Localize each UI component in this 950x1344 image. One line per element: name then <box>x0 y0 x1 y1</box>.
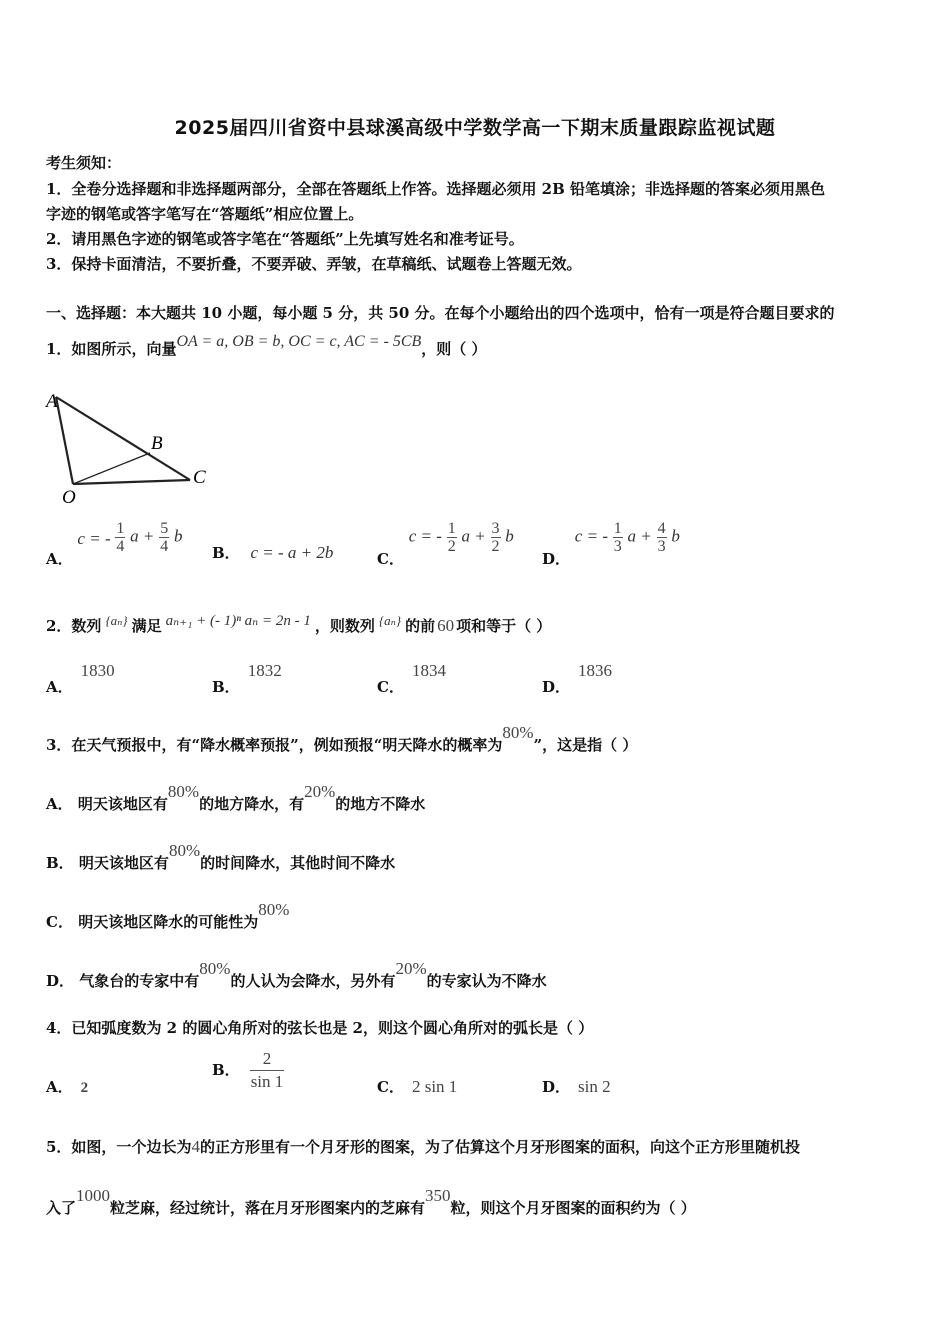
option-text: 气象台的专家中有 <box>79 972 200 990</box>
q1-vector-math: OA = a, OB = b, OC = c, AC = - 5CB <box>176 333 422 350</box>
option-expr: a + <box>130 526 155 546</box>
q2-option-b[interactable] <box>212 660 282 696</box>
option-expr: b <box>173 526 183 546</box>
option-text: 明天该地区有 <box>78 854 169 872</box>
q3-option-d[interactable] <box>46 959 547 991</box>
option-label: D． <box>542 678 571 696</box>
option-label: D． <box>542 1078 571 1096</box>
q2-text: 的前 <box>405 617 436 635</box>
question-5-line-2 <box>46 1186 696 1218</box>
fraction-numerator: 2 <box>250 1048 285 1071</box>
segment-oc <box>73 480 190 484</box>
question-1 <box>46 333 487 359</box>
question-3 <box>46 723 638 755</box>
option-label: A． <box>46 795 73 813</box>
q2-sequence: {aₙ} <box>105 613 128 628</box>
notice-line-1b: 字迹的钢笔或答字笔写在“答题纸”相应位置上。 <box>46 205 364 223</box>
notice-heading: 考生须知： <box>46 154 122 172</box>
fraction-denominator: sin 1 <box>250 1072 284 1091</box>
option-expr: b <box>505 526 514 546</box>
q4-option-b[interactable] <box>212 1048 284 1093</box>
option-value: 2 sin 1 <box>411 1077 458 1096</box>
option-percent: 80% <box>258 900 290 919</box>
q2-text: 项和等于（ ） <box>456 617 552 635</box>
option-value: 1836 <box>578 661 613 680</box>
page-title: 2025届四川省资中县球溪高级中学数学高一下期末质量跟踪监视试题 <box>174 117 776 139</box>
option-label: B． <box>212 544 240 562</box>
option-expr: c = - <box>77 528 111 548</box>
q3-option-a[interactable] <box>46 782 426 814</box>
label-c: C <box>193 467 206 488</box>
q2-relation: aₙ₊₁ + (- 1)ⁿ aₙ = 2n - 1 <box>165 613 311 629</box>
q4-option-d[interactable] <box>542 1076 611 1097</box>
fraction-numerator: 1 <box>613 520 622 537</box>
fraction-numerator: 5 <box>160 520 169 537</box>
option-value: 2 <box>80 1080 89 1096</box>
option-percent: 80% <box>167 782 200 801</box>
q3-percent: 80% <box>502 723 534 742</box>
q2-option-a[interactable] <box>46 660 115 696</box>
option-label: C． <box>377 678 404 696</box>
fraction-denominator: 3 <box>613 538 622 555</box>
q5-total-count: 1000 <box>76 1186 111 1205</box>
question-5-line-1 <box>46 1136 800 1157</box>
option-text: 的专家认为不降水 <box>426 972 547 990</box>
option-expr: c = - <box>408 526 442 546</box>
notice-line-3: 3．保持卡面清洁，不要折叠，不要弄破、弄皱，在草稿纸、试题卷上答题无效。 <box>46 255 582 273</box>
q2-text: 满足 <box>131 617 162 635</box>
option-expr: a + <box>627 526 652 546</box>
q1-suffix: ，则（ ） <box>421 340 487 358</box>
q1-option-b[interactable] <box>212 542 333 563</box>
option-text: 明天该地区有 <box>77 795 168 813</box>
option-label: B． <box>212 678 240 696</box>
option-value: sin 2 <box>578 1077 611 1096</box>
label-a: A <box>46 391 58 412</box>
option-text: 的人认为会降水，另外有 <box>230 972 396 990</box>
q2-text: ，则数列 <box>314 617 375 635</box>
fraction-denominator: 3 <box>657 538 666 555</box>
q3-option-c[interactable] <box>46 900 290 932</box>
q3-text: ”，这是指（ ） <box>533 736 638 754</box>
option-label: A． <box>46 678 73 696</box>
q2-sequence: {aₙ} <box>378 613 402 628</box>
option-value: 1832 <box>247 661 282 680</box>
option-value: 1834 <box>411 661 446 680</box>
q2-option-c[interactable] <box>377 660 446 696</box>
question-2 <box>46 615 551 636</box>
option-label: A． <box>46 1078 73 1096</box>
q5-inside-count: 350 <box>425 1186 451 1205</box>
q4-option-a[interactable] <box>46 1076 88 1097</box>
q3-option-b[interactable] <box>46 841 396 873</box>
fraction-denominator: 2 <box>491 538 500 555</box>
notice-line-1a: 1．全卷分选择题和非选择题两部分，全部在答题纸上作答。选择题必须用 2B 铅笔填涂；非选择题的答案必须用黑色 <box>46 180 826 198</box>
option-percent: 80% <box>168 841 201 860</box>
q1-option-d[interactable] <box>542 520 680 568</box>
fraction-numerator: 3 <box>491 520 500 537</box>
option-label: C． <box>377 549 404 568</box>
option-label: C． <box>377 1078 404 1096</box>
segment-ob <box>73 453 150 484</box>
fraction-numerator: 1 <box>116 520 125 537</box>
option-text: 的地方不降水 <box>335 795 426 813</box>
option-expr: c = - a + 2b <box>250 543 334 562</box>
q3-text: 3．在天气预报中，有“降水概率预报”，例如预报“明天降水的概率为 <box>46 736 503 754</box>
option-percent: 20% <box>304 782 336 801</box>
q2-text: 2．数列 <box>46 617 102 635</box>
fraction-denominator: 2 <box>447 538 456 555</box>
option-label: C． <box>46 913 73 931</box>
fraction-denominator: 4 <box>160 538 169 555</box>
fraction-numerator: 1 <box>447 520 456 537</box>
q5-text: 5．如图，一个边长为 <box>46 1138 192 1156</box>
fraction-denominator: 4 <box>116 538 125 555</box>
fraction-numerator: 4 <box>657 520 666 537</box>
label-b: B <box>151 433 163 454</box>
option-label: A． <box>46 549 73 568</box>
q1-option-a[interactable] <box>46 520 183 568</box>
option-value: 1830 <box>80 661 115 680</box>
q2-option-d[interactable] <box>542 660 613 696</box>
q5-text: 粒，则这个月牙图案的面积约为（ ） <box>450 1199 696 1217</box>
option-label: B． <box>212 1060 240 1079</box>
option-label: D． <box>542 549 571 568</box>
segment-ao <box>56 397 73 484</box>
section-heading: 一、选择题：本大题共 10 小题，每小题 5 分，共 50 分。在每个小题给出的四个选项中，恰有一项是符合题目要求的 <box>46 304 835 322</box>
option-text: 明天该地区降水的可能性为 <box>78 913 259 931</box>
segment-ac <box>56 397 190 480</box>
option-expr: a + <box>461 526 486 546</box>
option-percent: 80% <box>199 959 231 978</box>
q1-triangle-figure <box>40 385 220 510</box>
q5-text: 入了 <box>46 1199 77 1217</box>
q1-prefix: 1．如图所示，向量 <box>46 340 177 358</box>
option-label: B． <box>46 854 74 872</box>
option-text: 的地方降水，有 <box>199 795 305 813</box>
q5-text: 的正方形里有一个月牙形的图案，为了估算这个月牙形图案的面积，向这个正方形里随机投 <box>199 1138 800 1156</box>
option-percent: 20% <box>395 959 427 978</box>
q5-text: 粒芝麻，经过统计，落在月牙形图案内的芝麻有 <box>110 1199 426 1217</box>
label-o: O <box>62 487 76 508</box>
q1-option-c[interactable] <box>377 520 514 568</box>
q5-side-length: 4 <box>191 1137 200 1156</box>
option-expr: c = - <box>574 526 608 546</box>
question-4: 4．已知弧度数为 2 的圆心角所对的弦长也是 2，则这个圆心角所对的弧长是（ ） <box>46 1019 594 1037</box>
option-text: 的时间降水，其他时间不降水 <box>200 854 396 872</box>
notice-line-2: 2．请用黑色字迹的钢笔或答字笔在“答题纸”上先填写姓名和准考证号。 <box>46 230 524 248</box>
q4-option-c[interactable] <box>377 1076 457 1097</box>
q2-count: 60 <box>437 616 455 635</box>
option-label: D． <box>46 972 75 990</box>
option-expr: b <box>671 526 680 546</box>
